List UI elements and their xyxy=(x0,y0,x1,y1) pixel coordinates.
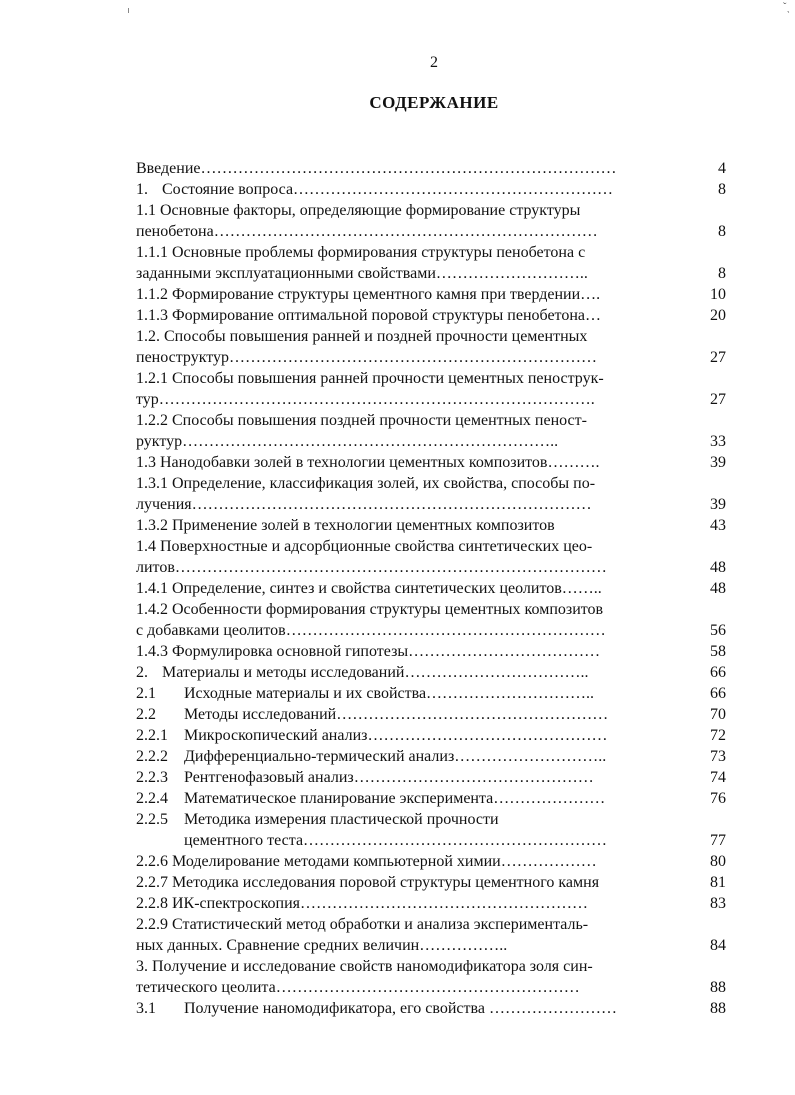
toc-entry-text: литов……………………………………………………………………… xyxy=(136,559,607,576)
toc-entry-text: 2.2.6 Моделирование методами компьютерной химии……………… xyxy=(136,853,597,870)
scan-artifact xyxy=(128,8,129,13)
toc-entry-line xyxy=(136,893,691,914)
toc-entry-page: 4 xyxy=(718,160,726,177)
toc-entry-line xyxy=(136,410,691,431)
toc-entry-text: 1.4 Поверхностные и адсорбционные свойства синтетических цео- xyxy=(136,538,593,555)
toc-entry-text: Методика измерения пластической прочности xyxy=(184,811,499,828)
toc-entry-page: 8 xyxy=(718,265,726,282)
toc-entry-line xyxy=(136,956,691,977)
toc-entry-text: с добавками цеолитов…………………………………………………… xyxy=(136,622,606,639)
page-title: СОДЕРЖАНИЕ xyxy=(369,93,499,112)
toc-entry-page: 77 xyxy=(710,832,726,849)
toc-entry xyxy=(136,305,736,326)
toc-entry-page: 81 xyxy=(710,874,726,891)
toc-entry-line xyxy=(136,347,691,368)
toc-entry xyxy=(136,998,736,1019)
toc-entry-line xyxy=(136,515,691,536)
toc-entry-line xyxy=(136,326,691,347)
toc-entry-text: лучения………………………………………………………………… xyxy=(136,496,592,513)
toc-entry-text: Дифференциально-термический анализ……………………….. xyxy=(184,748,607,765)
toc-entry-number: 2.1 xyxy=(136,685,156,702)
toc-entry xyxy=(136,179,736,200)
toc-entry-line xyxy=(136,305,691,326)
toc-entry xyxy=(136,368,736,410)
toc-entry-line xyxy=(136,578,691,599)
toc-entry-text: 1.3.2 Применение золей в технологии цементных композитов xyxy=(136,517,555,534)
toc-entry-line xyxy=(136,704,691,725)
toc-entry-line xyxy=(136,746,691,767)
toc-entry-text: 1.2.1 Способы повышения ранней прочности цементных пенострук- xyxy=(136,370,604,387)
toc-entry-number: 3.1 xyxy=(136,1000,156,1017)
toc-entry-page: 58 xyxy=(710,643,726,660)
toc-entry xyxy=(136,641,736,662)
toc-entry xyxy=(136,914,736,956)
page-number: 2 xyxy=(430,54,438,71)
toc-entry-text: 1.4.3 Формулировка основной гипотезы……………………………… xyxy=(136,643,601,660)
toc-entry-page: 48 xyxy=(710,580,726,597)
toc-entry xyxy=(136,599,736,641)
toc-entry-page: 27 xyxy=(710,391,726,408)
toc-entry-number: 2.2.4 xyxy=(136,790,168,807)
toc-entry-line xyxy=(136,221,691,242)
toc-entry-line xyxy=(136,242,691,263)
toc-entry-line xyxy=(136,494,691,515)
toc-entry-text: Состояние вопроса…………………………………………………… xyxy=(162,181,614,198)
toc-entry-line xyxy=(136,998,691,1019)
toc-entry-line xyxy=(136,200,691,221)
toc-entry xyxy=(136,326,736,368)
toc-entry xyxy=(136,536,736,578)
toc-entry-line xyxy=(136,767,691,788)
toc-entry-number: 2.2.1 xyxy=(136,727,168,744)
toc-entry-page: 39 xyxy=(710,496,726,513)
toc-entry-line xyxy=(136,788,691,809)
toc-entry-text: Получение наномодификатора, его свойства …………………… xyxy=(184,1000,617,1017)
toc-entry-line xyxy=(136,284,691,305)
toc-entry-page: 56 xyxy=(710,622,726,639)
toc-entry-text: 1.1.3 Формирование оптимальной поровой структуры пенобетона… xyxy=(136,307,601,324)
toc-entry xyxy=(136,872,736,893)
toc-entry xyxy=(136,452,736,473)
toc-entry-text: 1.3.1 Определение, классификация золей, их свойства, способы по- xyxy=(136,475,596,492)
toc-entry-text: 2.2.9 Статистический метод обработки и анализа эксперименталь- xyxy=(136,916,589,933)
toc-entry-page: 48 xyxy=(710,559,726,576)
toc-entry-page: 88 xyxy=(710,1000,726,1017)
toc-entry-text: 1.2.2 Способы повышения поздней прочности цементных пеност- xyxy=(136,412,587,429)
toc-entry xyxy=(136,746,736,767)
toc-entry-line xyxy=(136,620,691,641)
toc-entry-line xyxy=(136,389,691,410)
toc-entry-line xyxy=(136,368,691,389)
toc-entry xyxy=(136,683,736,704)
toc-entry-text: ных данных. Сравнение средних величин…………….. xyxy=(136,937,508,954)
toc-entry-text: тур………………………………………………………………………. xyxy=(136,391,595,408)
toc-entry-line xyxy=(136,557,691,578)
toc-entry-page: 33 xyxy=(710,433,726,450)
toc-entry-text: 1.2. Способы повышения ранней и поздней прочности цементных xyxy=(136,328,588,345)
toc-entry xyxy=(136,242,736,284)
toc-entry-text: 1.4.1 Определение, синтез и свойства синтетических цеолитов…….. xyxy=(136,580,602,597)
toc-entry-text: 1.1 Основные факторы, определяющие формирование структуры xyxy=(136,202,581,219)
toc-entry xyxy=(136,767,736,788)
toc-entry-text: цементного теста………………………………………………… xyxy=(184,832,608,849)
toc-entry-page: 80 xyxy=(710,853,726,870)
toc-entry-text: Методы исследований…………………………………………… xyxy=(184,706,609,723)
toc-entry-line xyxy=(136,641,691,662)
toc-entry-page: 88 xyxy=(710,979,726,996)
toc-entry-line xyxy=(136,158,691,179)
toc-entry-text: Математическое планирование эксперимента………………… xyxy=(184,790,606,807)
toc-entry-text: 1.1.1 Основные проблемы формирования структуры пенобетона с xyxy=(136,244,586,261)
table-of-contents xyxy=(136,158,736,1019)
toc-entry-line xyxy=(136,914,691,935)
toc-entry-line xyxy=(136,977,691,998)
toc-entry-page: 70 xyxy=(710,706,726,723)
toc-entry-page: 43 xyxy=(710,517,726,534)
toc-entry-text: Исходные материалы и их свойства………………………….. xyxy=(184,685,595,702)
toc-entry-page: 66 xyxy=(710,685,726,702)
toc-entry-line xyxy=(136,452,691,473)
toc-entry xyxy=(136,893,736,914)
toc-entry xyxy=(136,704,736,725)
toc-entry-line xyxy=(136,872,691,893)
toc-entry xyxy=(136,473,736,515)
toc-entry-page: 20 xyxy=(710,307,726,324)
toc-entry-line xyxy=(136,830,739,851)
toc-entry-text: Материалы и методы исследований…………………………….. xyxy=(162,664,589,681)
toc-entry-line xyxy=(136,599,691,620)
toc-entry xyxy=(136,851,736,872)
toc-entry-number: 2. xyxy=(136,664,148,681)
toc-entry-page: 73 xyxy=(710,748,726,765)
toc-entry xyxy=(136,956,736,998)
toc-entry-number: 1. xyxy=(136,181,148,198)
toc-entry-text: Рентгенофазовый анализ……………………………………… xyxy=(184,769,594,786)
toc-entry-page: 84 xyxy=(710,937,726,954)
toc-entry xyxy=(136,809,736,851)
toc-entry xyxy=(136,200,736,242)
toc-entry xyxy=(136,578,736,599)
toc-entry-line xyxy=(136,725,691,746)
toc-entry-text: пеноструктур…………………………………………………………… xyxy=(136,349,598,366)
toc-entry-page: 83 xyxy=(710,895,726,912)
toc-entry-page: 76 xyxy=(710,790,726,807)
toc-entry-page: 39 xyxy=(710,454,726,471)
toc-entry-page: 8 xyxy=(718,223,726,240)
toc-entry-number: 2.2.3 xyxy=(136,769,168,786)
toc-entry-page: 72 xyxy=(710,727,726,744)
toc-entry-text: 3. Получение и исследование свойств наномодификатора золя син- xyxy=(136,958,593,975)
toc-entry-page: 8 xyxy=(718,181,726,198)
toc-entry xyxy=(136,284,736,305)
toc-entry-page: 27 xyxy=(710,349,726,366)
toc-entry-page: 74 xyxy=(710,769,726,786)
toc-entry-text: Микроскопический анализ……………………………………… xyxy=(184,727,608,744)
toc-entry-line xyxy=(136,263,691,284)
toc-entry-text: 2.2.7 Методика исследования поровой структуры цементного камня xyxy=(136,874,600,891)
toc-entry-line xyxy=(136,809,691,830)
toc-entry-number: 2.2.5 xyxy=(136,811,168,828)
toc-entry-text: 1.3 Нанодобавки золей в технологии цементных композитов………. xyxy=(136,454,600,471)
toc-entry-line xyxy=(136,179,691,200)
toc-entry xyxy=(136,515,736,536)
toc-entry-text: Введение…………………………………………………………………… xyxy=(136,160,617,177)
toc-entry-line xyxy=(136,431,691,452)
toc-entry-line xyxy=(136,536,691,557)
toc-entry xyxy=(136,158,736,179)
toc-entry-line xyxy=(136,473,691,494)
toc-entry xyxy=(136,410,736,452)
toc-entry xyxy=(136,788,736,809)
toc-entry-line xyxy=(136,935,691,956)
toc-entry-text: 1.4.2 Особенности формирования структуры цементных композитов xyxy=(136,601,604,618)
toc-entry xyxy=(136,725,736,746)
toc-entry-number: 2.2.2 xyxy=(136,748,168,765)
toc-entry-text: пенобетона……………………………………………………………… xyxy=(136,223,598,240)
toc-entry-number: 2.2 xyxy=(136,706,156,723)
scan-artifact-mark: ˇ ˎ xyxy=(780,1,793,14)
toc-entry-line xyxy=(136,683,691,704)
toc-entry-text: заданными эксплуатационными свойствами……………………….. xyxy=(136,265,588,282)
toc-entry-text: руктур…………………………………………………………….. xyxy=(136,433,559,450)
toc-entry-line xyxy=(136,662,691,683)
toc-entry-text: 1.1.2 Формирование структуры цементного камня при твердении…. xyxy=(136,286,601,303)
toc-entry-text: тетического цеолита………………………………………………… xyxy=(136,979,580,996)
toc-entry xyxy=(136,662,736,683)
toc-entry-line xyxy=(136,851,691,872)
toc-entry-text: 2.2.8 ИК-спектроскопия……………………………………………… xyxy=(136,895,589,912)
toc-entry-page: 10 xyxy=(710,286,726,303)
toc-entry-page: 66 xyxy=(710,664,726,681)
